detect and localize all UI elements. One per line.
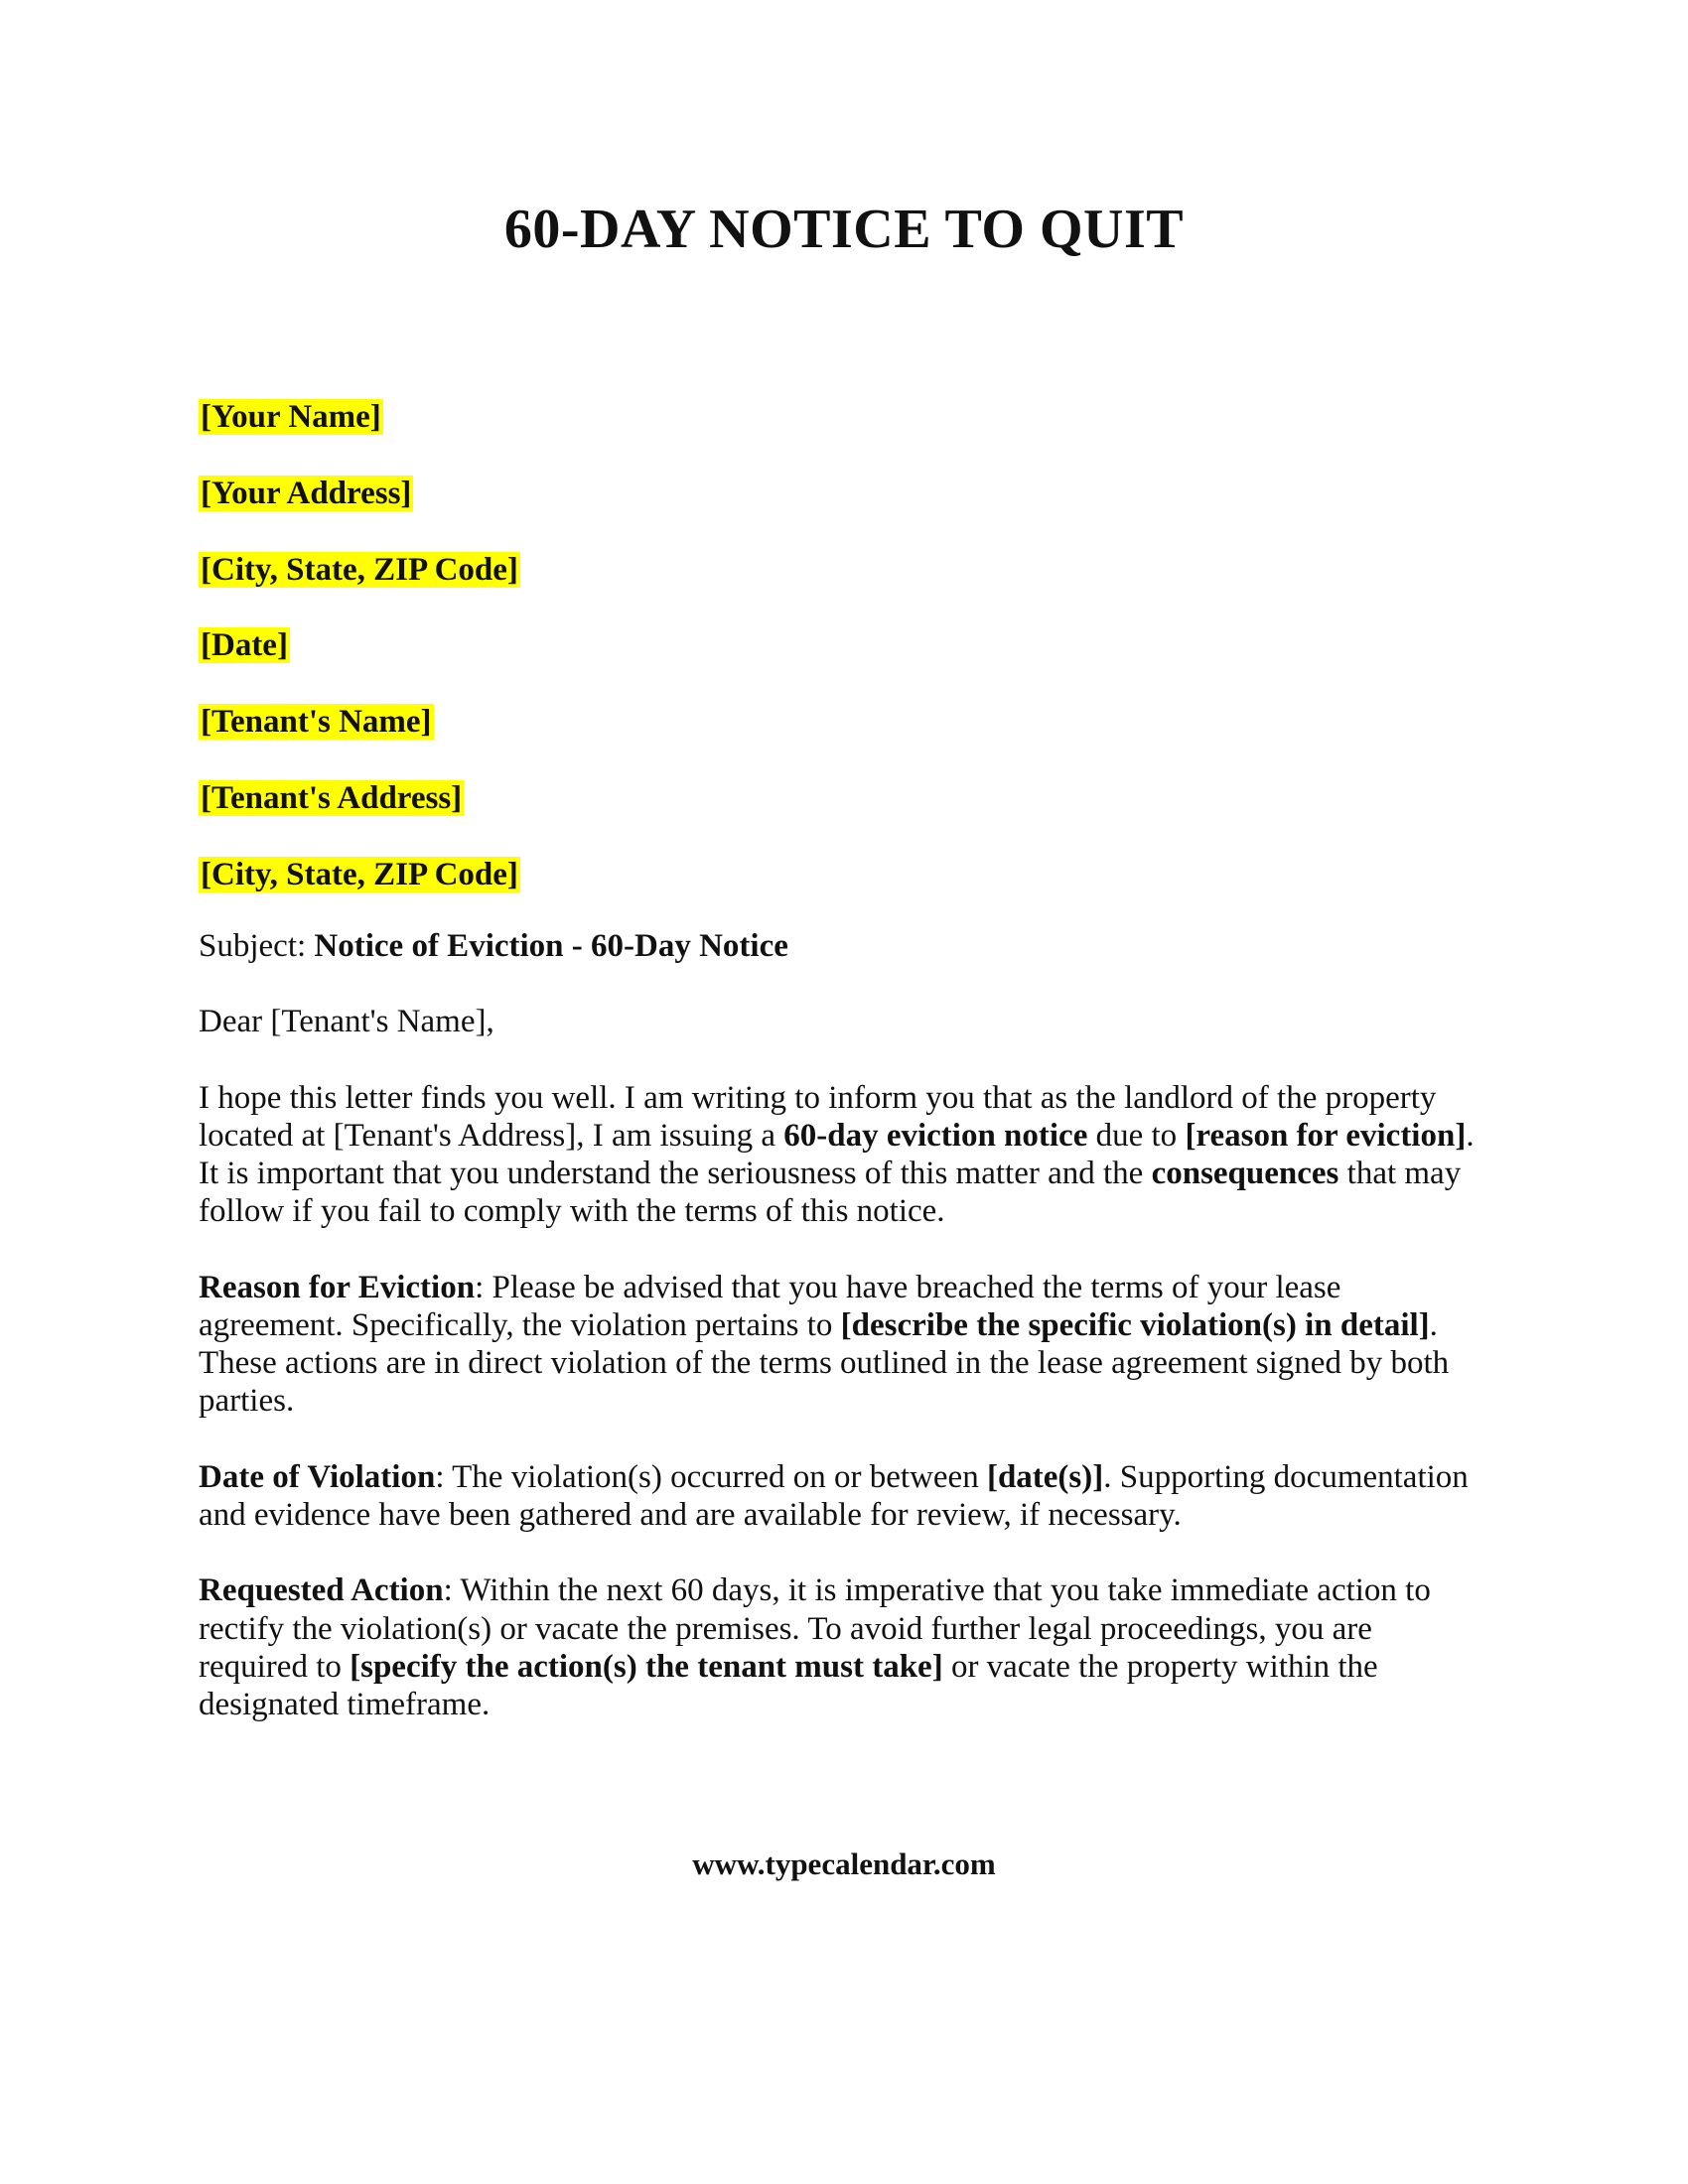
tenant-city-state-zip: [City, State, ZIP Code] <box>201 856 518 892</box>
address-block <box>199 392 1489 926</box>
subject-value: Notice of Eviction - 60-Day Notice <box>314 928 788 964</box>
requested-action-text-2: or vacate the property within the designated timeframe. <box>199 1648 1378 1722</box>
tenant-name: [Tenant's Name] <box>201 704 432 741</box>
violation-date-text-1: : The violation(s) occurred on or between <box>435 1458 987 1495</box>
document-title: 60-DAY NOTICE TO QUIT <box>503 199 1185 260</box>
requested-action-text-1: : Within the next 60 days, it is imperative that you take immediate action to rectify the violation(s) or vacate the premises. To avoid further legal proceedings, you are required to <box>199 1572 1431 1685</box>
reason-text-1: : Please be advised that you have breached the terms of your lease agreement. Specifically, the violation pertains to <box>199 1269 1341 1343</box>
violation-date-paragraph <box>199 1458 1489 1534</box>
subject-line <box>199 927 1489 965</box>
requested-action-paragraph <box>199 1571 1489 1723</box>
violation-date-heading: Date of Violation <box>199 1458 436 1495</box>
intro-text-2: due to <box>1087 1117 1186 1154</box>
reason-heading: Reason for Eviction <box>199 1269 476 1305</box>
sender-city-state-zip: [City, State, ZIP Code] <box>201 551 518 588</box>
requested-action-heading: Requested Action <box>199 1572 444 1609</box>
reason-text-2: . These actions are in direct violation of the terms outlined in the lease agreement signed by both parties. <box>199 1306 1450 1420</box>
salutation: Dear [Tenant's Name], <box>199 1004 494 1040</box>
intro-text-4: that may follow if you fail to comply with the terms of this notice. <box>199 1156 1462 1230</box>
footer-website: www.typecalendar.com <box>692 1846 996 1881</box>
intro-bold-2: [reason for eviction] <box>1185 1117 1467 1154</box>
reason-paragraph <box>199 1269 1489 1421</box>
tenant-address: [Tenant's Address] <box>201 779 463 816</box>
sender-name: [Your Name] <box>201 399 381 435</box>
reason-bold-1: [describe the specific violation(s) in detail] <box>840 1306 1430 1343</box>
sender-address: [Your Address] <box>201 475 412 511</box>
violation-date-text-2: . Supporting documentation and evidence have been gathered and are available for review, if necessary. <box>199 1458 1469 1533</box>
requested-action-bold-1: [specify the action(s) the tenant must take] <box>350 1648 943 1685</box>
subject-label: Subject: <box>199 928 315 964</box>
intro-paragraph <box>199 1079 1489 1231</box>
intro-bold-1: 60-day eviction notice <box>783 1117 1088 1154</box>
intro-bold-3: consequences <box>1151 1156 1339 1192</box>
violation-date-bold-1: [date(s)] <box>986 1458 1104 1495</box>
intro-text-1: I hope this letter finds you well. I am writing to inform you that as the landlord of the property located at [Tenant's Address], I am issuing a <box>199 1079 1437 1154</box>
letter-date: [Date] <box>201 627 288 664</box>
letter-body <box>199 927 1489 1761</box>
intro-text-3: . It is important that you understand the seriousness of this matter and the <box>199 1117 1475 1192</box>
